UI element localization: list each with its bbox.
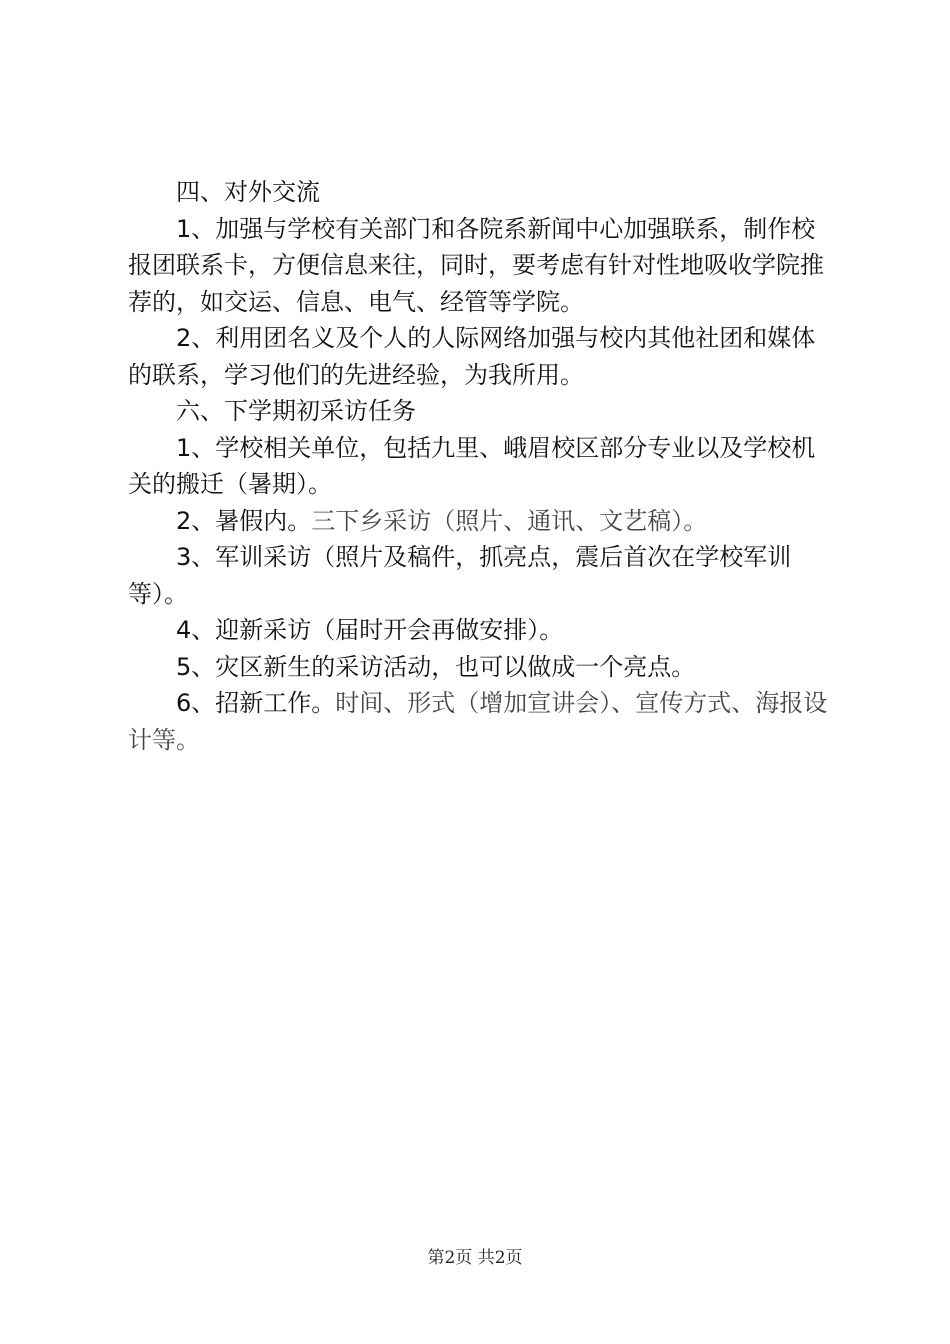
document-body — [128, 174, 832, 758]
paragraph-text: 6、招新工作。 — [176, 689, 336, 717]
paragraph-text: 4、迎新采访（届时开会再做安排）。 — [176, 616, 564, 644]
paragraph-text: 1、加强与学校有关部门和各院系新闻中心加强联系，制作校报团联系卡，方便信息来往，同时，要考虑有针对性地吸收学院推荐的，如交运、信息、电气、经管等学院。 — [128, 214, 824, 316]
paragraph-item — [128, 503, 832, 540]
paragraph-text: 5、灾区新生的采访活动，也可以做成一个亮点。 — [176, 652, 696, 681]
paragraph-item — [128, 685, 832, 758]
section-heading-external-exchange — [128, 174, 832, 211]
paragraph-item — [128, 649, 832, 686]
paragraph-text: 六、下学期初采访任务 — [176, 397, 416, 425]
paragraph-item — [128, 320, 832, 393]
paragraph-text: 2、利用团名义及个人的人际网络加强与校内其他社团和媒体的联系，学习他们的先进经验，为我所用。 — [128, 324, 816, 389]
paragraph-text: 2、暑假内。 — [176, 506, 312, 535]
paragraph-text: 四、对外交流 — [176, 178, 320, 206]
page-footer — [0, 1243, 950, 1268]
section-heading-interview-tasks — [128, 393, 832, 430]
paragraph-text: 1、学校相关单位，包括九里、峨眉校区部分专业以及学校机关的搬迁（暑期）。 — [128, 433, 816, 498]
paragraph-item — [128, 539, 832, 612]
paragraph-tail-text: 三下乡采访（照片、通讯、文艺稿）。 — [311, 506, 708, 535]
paragraph-item — [128, 612, 832, 649]
paragraph-item — [128, 211, 832, 321]
page-number-label: 第2页 共2页 — [427, 1248, 523, 1268]
paragraph-tail-text: 时间、形式（增加宣讲会）、宣传方式、海报设计等。 — [128, 689, 828, 754]
paragraph-text: 3、军训采访（照片及稿件，抓亮点，震后首次在学校军训等）。 — [128, 543, 792, 608]
paragraph-item — [128, 430, 832, 503]
